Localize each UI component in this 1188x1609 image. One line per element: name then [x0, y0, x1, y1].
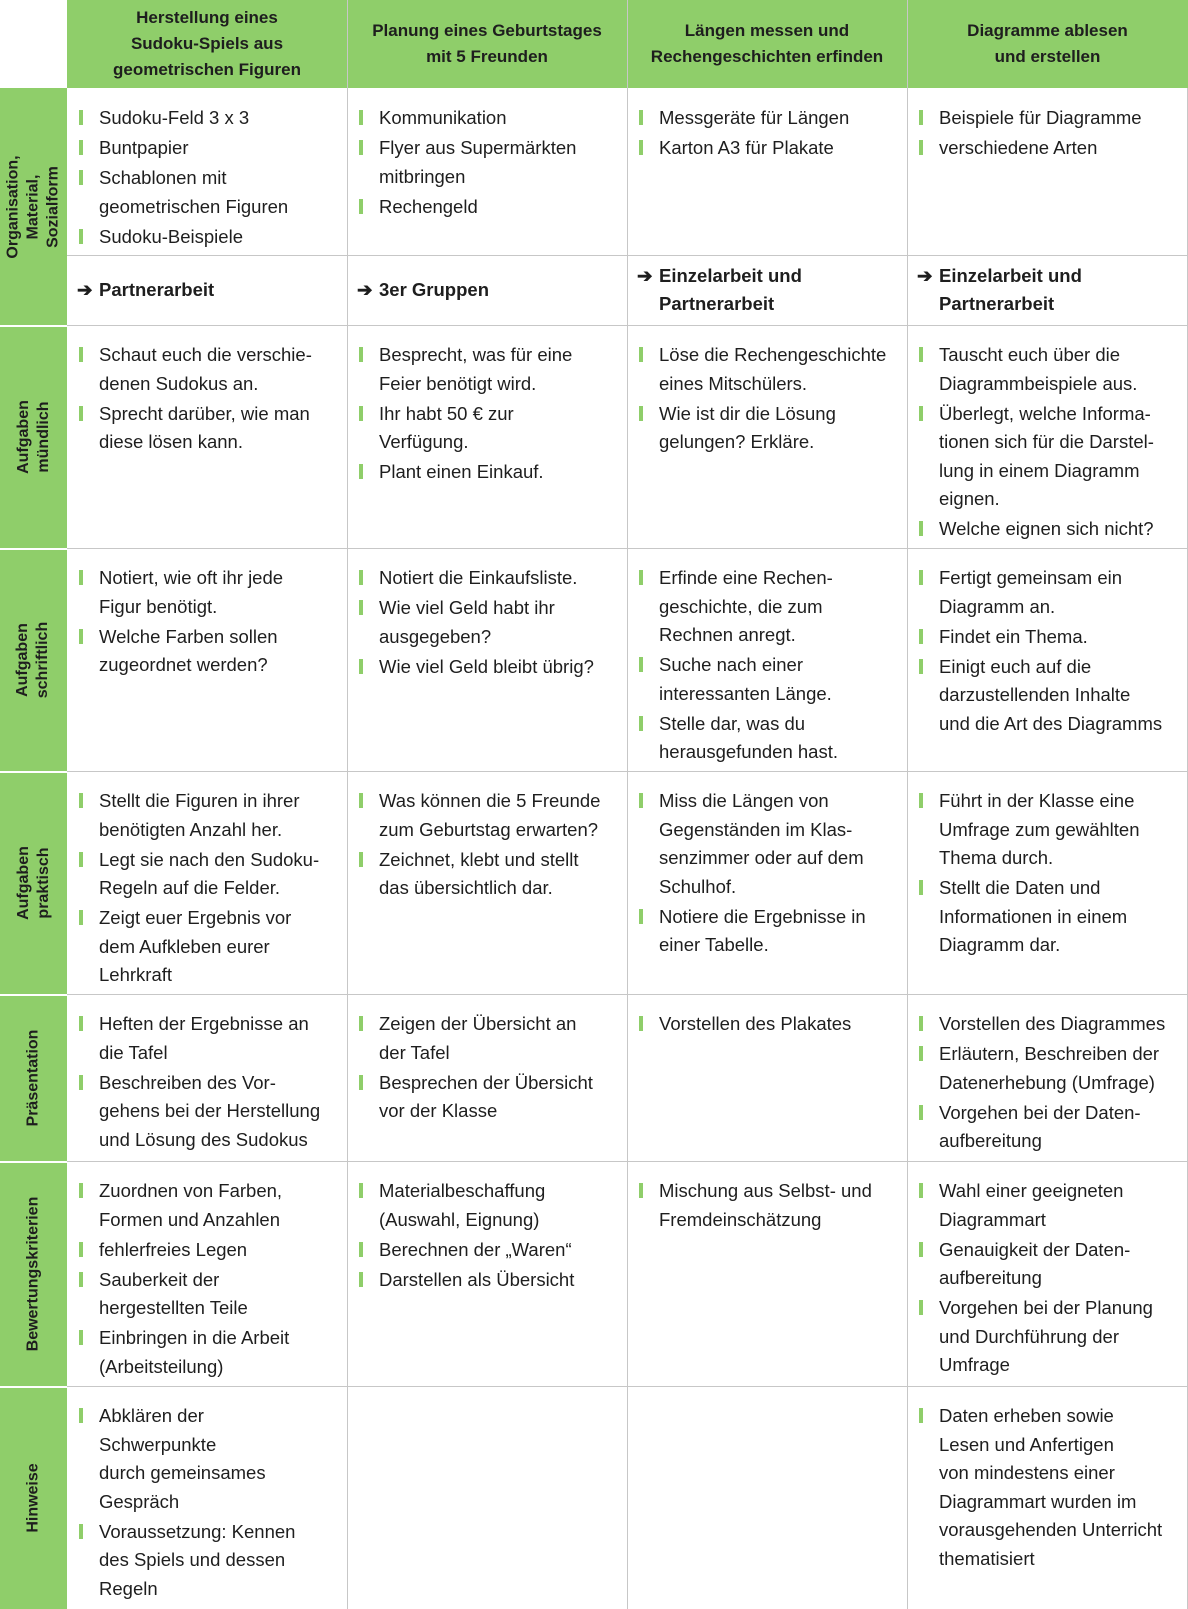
row-label-text: Präsentation [24, 1029, 42, 1126]
bullet-marker [79, 1524, 83, 1539]
row-label [0, 548, 67, 771]
list-item [637, 651, 901, 708]
table-cell [627, 325, 907, 548]
table-cell [907, 1161, 1188, 1386]
table-cell [627, 1386, 907, 1609]
grid-line [0, 548, 67, 550]
social-form-text [917, 262, 1082, 319]
bullet-marker [359, 1075, 363, 1090]
bullet-marker [639, 406, 643, 421]
list-item [637, 341, 901, 398]
bullet-marker [359, 406, 363, 421]
bullet-marker [359, 600, 363, 615]
list-item-text: Überlegt, welche Informa- tionen sich für die Darstel- lung in einem Diagramm eignen. [939, 402, 1154, 509]
list-item-text: Erfinde eine Rechen- geschichte, die zum Rechnen anregt. [659, 567, 833, 645]
list-item [77, 1266, 341, 1323]
list-item-text: Zeigen der Übersicht an der Tafel [379, 1013, 577, 1063]
row-label-text: Aufgaben schriftlich [14, 621, 52, 698]
list-item-text: Buntpapier [99, 137, 189, 158]
list-item [917, 515, 1182, 544]
list-item [917, 1177, 1182, 1234]
list-item-text: Führt in der Klasse eine Umfrage zum gewählten Thema durch. [939, 790, 1140, 868]
bullet-marker [919, 140, 923, 155]
bullet-marker [639, 909, 643, 924]
column-header: Herstellung eines Sudoku-Spiels aus geometrischen Figuren [67, 0, 347, 88]
list-item [357, 458, 621, 487]
bullet-marker [639, 140, 643, 155]
list-item-text: Was können die 5 Freunde zum Geburtstag erwarten? [379, 790, 601, 840]
list-item-text: Rechengeld [379, 195, 478, 217]
column-header: Längen messen und Rechengeschichten erfinden [627, 0, 907, 88]
bullet-marker [79, 629, 83, 644]
list-item [77, 787, 341, 844]
bullet-marker [359, 199, 363, 214]
table-cell [67, 325, 347, 548]
list-item [917, 1402, 1182, 1573]
grid-line [67, 1386, 1188, 1387]
list-item-text: Vorstellen des Plakates [659, 1013, 852, 1034]
list-item-text: Legt sie nach den Sudoku- Regeln auf die Felder. [99, 848, 320, 898]
grid-line [0, 771, 67, 773]
list-item-text: Schaut euch die verschie- denen Sudokus an. [99, 344, 312, 394]
row-label [0, 771, 67, 994]
grid-line [0, 1161, 67, 1163]
table-cell [347, 548, 627, 771]
list-item-text: Notiert die Einkaufsliste. [379, 567, 578, 588]
list-item [77, 164, 341, 221]
table-cell [907, 1386, 1188, 1609]
list-item-text: Messgeräte für Längen [659, 107, 850, 128]
bullet-marker [79, 1075, 83, 1090]
social-form-line: Einzelarbeit und [659, 264, 802, 286]
bullet-marker [359, 659, 363, 674]
list-item [637, 1010, 901, 1039]
list-item [77, 564, 341, 621]
table-cell [67, 1386, 347, 1609]
grid-line [627, 0, 628, 1609]
social-form-line: Partnerarbeit [939, 293, 1055, 314]
table-cell [347, 1161, 627, 1386]
bullet-marker [359, 852, 363, 867]
bullet-marker [79, 110, 83, 125]
table-cell [347, 771, 627, 994]
table-cell [627, 88, 907, 255]
table-cell [627, 1161, 907, 1386]
bullet-marker [919, 793, 923, 808]
list-item [77, 1236, 341, 1265]
list-item-text: Sauberkeit der hergestellten Teile [99, 1268, 248, 1318]
social-form-text [637, 262, 802, 319]
list-item [77, 1177, 341, 1234]
bullet-marker [919, 1183, 923, 1198]
table-cell [907, 88, 1188, 255]
bullet-marker [919, 880, 923, 895]
table-cell [347, 88, 627, 255]
list-item-text: Welche eignen sich nicht? [939, 518, 1154, 539]
list-item [77, 1402, 341, 1516]
grid-line [67, 325, 1188, 326]
bullet-marker [919, 629, 923, 644]
bullet-marker [79, 1272, 83, 1287]
bullet-marker [919, 659, 923, 674]
bullet-marker [639, 657, 643, 672]
bullet-marker [919, 521, 923, 536]
list-item [637, 710, 901, 767]
bullet-marker [359, 570, 363, 585]
social-form-cell [627, 255, 907, 325]
table-cell [67, 994, 347, 1161]
bullet-marker [919, 110, 923, 125]
bullet-marker [919, 570, 923, 585]
bullet-marker [919, 1016, 923, 1031]
list-item-text: Genauigkeit der Daten- aufbereitung [939, 1238, 1131, 1288]
list-item [917, 874, 1182, 960]
bullet-marker [639, 570, 643, 585]
list-item-text: Sudoku-Feld 3 x 3 [99, 107, 250, 128]
list-item [917, 564, 1182, 621]
bullet-marker [919, 406, 923, 421]
table-cell [907, 548, 1188, 771]
social-form-text [77, 276, 214, 305]
bullet-marker [919, 1105, 923, 1120]
grid-line [67, 994, 1188, 995]
list-item [917, 623, 1182, 652]
table-cell [347, 1386, 627, 1609]
list-item-text: Kommunikation [379, 107, 507, 128]
list-item-text: Einbringen in die Arbeit (Arbeitsteilung) [99, 1327, 290, 1377]
bullet-marker [79, 1183, 83, 1198]
bullet-marker [79, 347, 83, 362]
list-item [917, 1099, 1182, 1156]
list-item [357, 134, 621, 191]
list-item [357, 1236, 621, 1265]
list-item-text: Besprechen der Übersicht vor der Klasse [379, 1071, 593, 1121]
row-label-text: Bewertungskriterien [24, 1196, 42, 1351]
list-item [77, 1010, 341, 1067]
social-form-cell [907, 255, 1188, 325]
grid-line [67, 548, 1188, 549]
list-item [917, 400, 1182, 514]
bullet-marker [639, 110, 643, 125]
list-item [77, 134, 341, 163]
bullet-marker [79, 1408, 83, 1423]
list-item-text: Berechnen der „Waren“ [379, 1238, 572, 1260]
list-item-text: Zeichnet, klebt und stellt das übersichtlich dar. [379, 848, 579, 898]
arrow-icon: ➔ [637, 264, 653, 286]
list-item-text: Abklären der Schwerpunkte durch gemeinsames Gespräch [99, 1405, 266, 1512]
row-label [0, 1386, 67, 1609]
arrow-icon: ➔ [357, 278, 373, 300]
bullet-marker [79, 910, 83, 925]
list-item-text: Miss die Längen von Gegenständen im Klas- senzimmer oder auf dem Schulhof. [659, 790, 864, 897]
list-item [77, 223, 341, 252]
list-item-text: Wie ist dir die Lösung gelungen? Erkläre. [659, 402, 836, 452]
bullet-marker [79, 140, 83, 155]
bullet-marker [639, 1183, 643, 1198]
table-cell [347, 994, 627, 1161]
list-item-text: Notiert, wie oft ihr jede Figur benötigt. [99, 567, 284, 617]
bullet-marker [79, 1330, 83, 1345]
list-item-text: Schablonen mit geometrischen Figuren [99, 167, 289, 217]
bullet-marker [79, 406, 83, 421]
bullet-marker [919, 1408, 923, 1423]
bullet-marker [639, 793, 643, 808]
list-item [637, 104, 901, 133]
list-item [77, 1069, 341, 1155]
list-item-text: Heften der Ergebnisse an die Tafel [99, 1013, 309, 1063]
list-item [917, 104, 1182, 133]
bullet-marker [79, 793, 83, 808]
grid-line [67, 771, 1188, 772]
bullet-marker [359, 140, 363, 155]
list-item [357, 564, 621, 593]
list-item [917, 1236, 1182, 1293]
table-cell [627, 994, 907, 1161]
social-form-line: Partnerarbeit [99, 278, 215, 300]
grid-line [907, 0, 908, 1609]
list-item-text: verschiedene Arten [939, 137, 1098, 158]
bullet-marker [359, 347, 363, 362]
list-item [357, 1266, 621, 1295]
table-cell [907, 994, 1188, 1161]
list-item-text: Wie viel Geld habt ihr ausgegeben? [379, 597, 555, 647]
list-item-text: Stellt die Figuren in ihrer benötigten Anzahl her. [99, 790, 300, 840]
social-form-line: Einzelarbeit und [939, 264, 1082, 286]
row-label [0, 1161, 67, 1386]
row-label [0, 88, 67, 325]
list-item [917, 134, 1182, 163]
bullet-marker [919, 1046, 923, 1061]
bullet-marker [79, 852, 83, 867]
bullet-marker [79, 1016, 83, 1031]
row-label [0, 325, 67, 548]
list-item-text: Fertigt gemeinsam ein Diagramm an. [939, 567, 1123, 617]
list-item [77, 104, 341, 133]
grid-line [0, 1386, 67, 1388]
list-item [357, 193, 621, 222]
list-item-text: Zeigt euer Ergebnis vor dem Aufkleben eurer Lehrkraft [99, 907, 292, 985]
bullet-marker [359, 1272, 363, 1287]
bullet-marker [919, 347, 923, 362]
list-item [917, 1294, 1182, 1380]
list-item [357, 653, 621, 682]
social-form-cell [67, 255, 347, 325]
list-item [637, 134, 901, 163]
list-item [77, 341, 341, 398]
list-item [357, 341, 621, 398]
list-item [357, 104, 621, 133]
list-item-text: Sudoku-Beispiele [99, 225, 243, 247]
bullet-marker [919, 1242, 923, 1257]
list-item [917, 653, 1182, 739]
social-form-text [357, 276, 489, 305]
list-item [917, 341, 1182, 398]
bullet-marker [359, 110, 363, 125]
list-item-text: Stelle dar, was du herausgefunden hast. [659, 712, 838, 762]
list-item-text: fehlerfreies Legen [99, 1238, 248, 1260]
social-form-line: 3er Gruppen [379, 278, 489, 300]
table-cell [67, 548, 347, 771]
list-item-text: Suche nach einer interessanten Länge. [659, 654, 832, 704]
list-item-text: Besprecht, was für eine Feier benötigt wird. [379, 344, 573, 394]
bullet-marker [359, 464, 363, 479]
list-item [357, 1177, 621, 1234]
bullet-marker [79, 229, 83, 244]
list-item [77, 623, 341, 680]
grid-line [67, 1161, 1188, 1162]
row-label-text: Aufgaben praktisch [14, 845, 52, 920]
list-item-text: Beschreiben des Vor- gehens bei der Herstellung und Lösung des Sudokus [99, 1071, 321, 1150]
list-item-text: Ihr habt 50 € zur Verfügung. [379, 402, 514, 452]
arrow-icon: ➔ [77, 278, 93, 300]
list-item-text: Darstellen als Übersicht [379, 1268, 575, 1290]
list-item-text: Tauscht euch über die Diagrammbeispiele aus. [939, 344, 1138, 394]
list-item [357, 1069, 621, 1126]
list-item-text: Materialbeschaffung (Auswahl, Eignung) [379, 1180, 546, 1230]
bullet-marker [359, 793, 363, 808]
bullet-marker [359, 1183, 363, 1198]
list-item-text: Zuordnen von Farben, Formen und Anzahlen [99, 1180, 283, 1230]
table-cell [907, 325, 1188, 548]
list-item-text: Plant einen Einkauf. [379, 461, 544, 482]
table-cell [67, 771, 347, 994]
list-item-text: Karton A3 für Plakate [659, 137, 834, 158]
list-item-text: Sprecht darüber, wie man diese lösen kann. [99, 402, 310, 452]
list-item [77, 904, 341, 990]
column-header: Diagramme ablesen und erstellen [907, 0, 1188, 88]
row-label [0, 994, 67, 1161]
list-item-text: Mischung aus Selbst- und Fremdeinschätzung [659, 1180, 872, 1230]
column-header: Planung eines Geburtstages mit 5 Freunden [347, 0, 627, 88]
list-item [917, 1040, 1182, 1097]
list-item [357, 400, 621, 457]
list-item [77, 1518, 341, 1604]
list-item-text: Flyer aus Supermärkten mitbringen [379, 137, 577, 187]
bullet-marker [919, 1300, 923, 1315]
bullet-marker [359, 1242, 363, 1257]
list-item-text: Erläutern, Beschreiben der Datenerhebung (Umfrage) [939, 1043, 1160, 1093]
table-cell [907, 771, 1188, 994]
list-item-text: Vorgehen bei der Planung und Durchführung der Umfrage [939, 1297, 1153, 1375]
list-item [77, 1324, 341, 1381]
list-item [357, 594, 621, 651]
row-label-text: Organisation, Material, Sozialform [4, 154, 62, 259]
social-form-cell [347, 255, 627, 325]
list-item-text: Wie viel Geld bleibt übrig? [379, 655, 594, 677]
list-item [637, 787, 901, 901]
bullet-marker [79, 170, 83, 185]
list-item [637, 1177, 901, 1234]
table-cell [627, 548, 907, 771]
bullet-marker [639, 716, 643, 731]
arrow-icon: ➔ [917, 264, 933, 286]
social-form-line: Partnerarbeit [659, 293, 775, 314]
list-item [637, 903, 901, 960]
grid-line [347, 0, 348, 1609]
table-cell [67, 1161, 347, 1386]
list-item [917, 1010, 1182, 1039]
list-item-text: Beispiele für Diagramme [939, 107, 1142, 128]
list-item [637, 564, 901, 650]
list-item-text: Voraussetzung: Kennen des Spiels und dessen Regeln [99, 1520, 296, 1599]
list-item-text: Welche Farben sollen zugeordnet werden? [99, 625, 278, 675]
grid-line [67, 255, 1188, 256]
bullet-marker [639, 347, 643, 362]
bullet-marker [359, 1016, 363, 1031]
row-label-text: Hinweise [24, 1462, 42, 1533]
list-item [357, 846, 621, 903]
bullet-marker [79, 1242, 83, 1257]
bullet-marker [79, 570, 83, 585]
table-cell [67, 88, 347, 255]
bullet-marker [639, 1016, 643, 1031]
grid-line [0, 325, 67, 327]
list-item [637, 400, 901, 457]
table-cell [627, 771, 907, 994]
list-item-text: Löse die Rechengeschichte eines Mitschülers. [659, 344, 887, 394]
list-item-text: Notiere die Ergebnisse in einer Tabelle. [659, 905, 866, 955]
list-item [917, 787, 1182, 873]
row-label-text: Aufgaben mündlich [14, 399, 52, 474]
list-item-text: Einigt euch auf die darzustellenden Inhalte und die Art des Diagramms [939, 655, 1163, 734]
grid-line [0, 994, 67, 996]
list-item [357, 787, 621, 844]
list-item [77, 400, 341, 457]
list-item-text: Stellt die Daten und Informationen in einem Diagramm dar. [939, 877, 1128, 955]
list-item [357, 1010, 621, 1067]
list-item-text: Vorstellen des Diagrammes [939, 1013, 1166, 1034]
list-item-text: Findet ein Thema. [939, 625, 1088, 647]
list-item-text: Daten erheben sowie Lesen und Anfertigen von mindestens einer Diagrammart wurden im vorausgehenden Unterricht thematisiert [939, 1405, 1163, 1569]
list-item [77, 846, 341, 903]
list-item-text: Vorgehen bei der Daten- aufbereitung [939, 1101, 1141, 1151]
table-cell [347, 325, 627, 548]
list-item-text: Wahl einer geeigneten Diagrammart [939, 1180, 1124, 1230]
